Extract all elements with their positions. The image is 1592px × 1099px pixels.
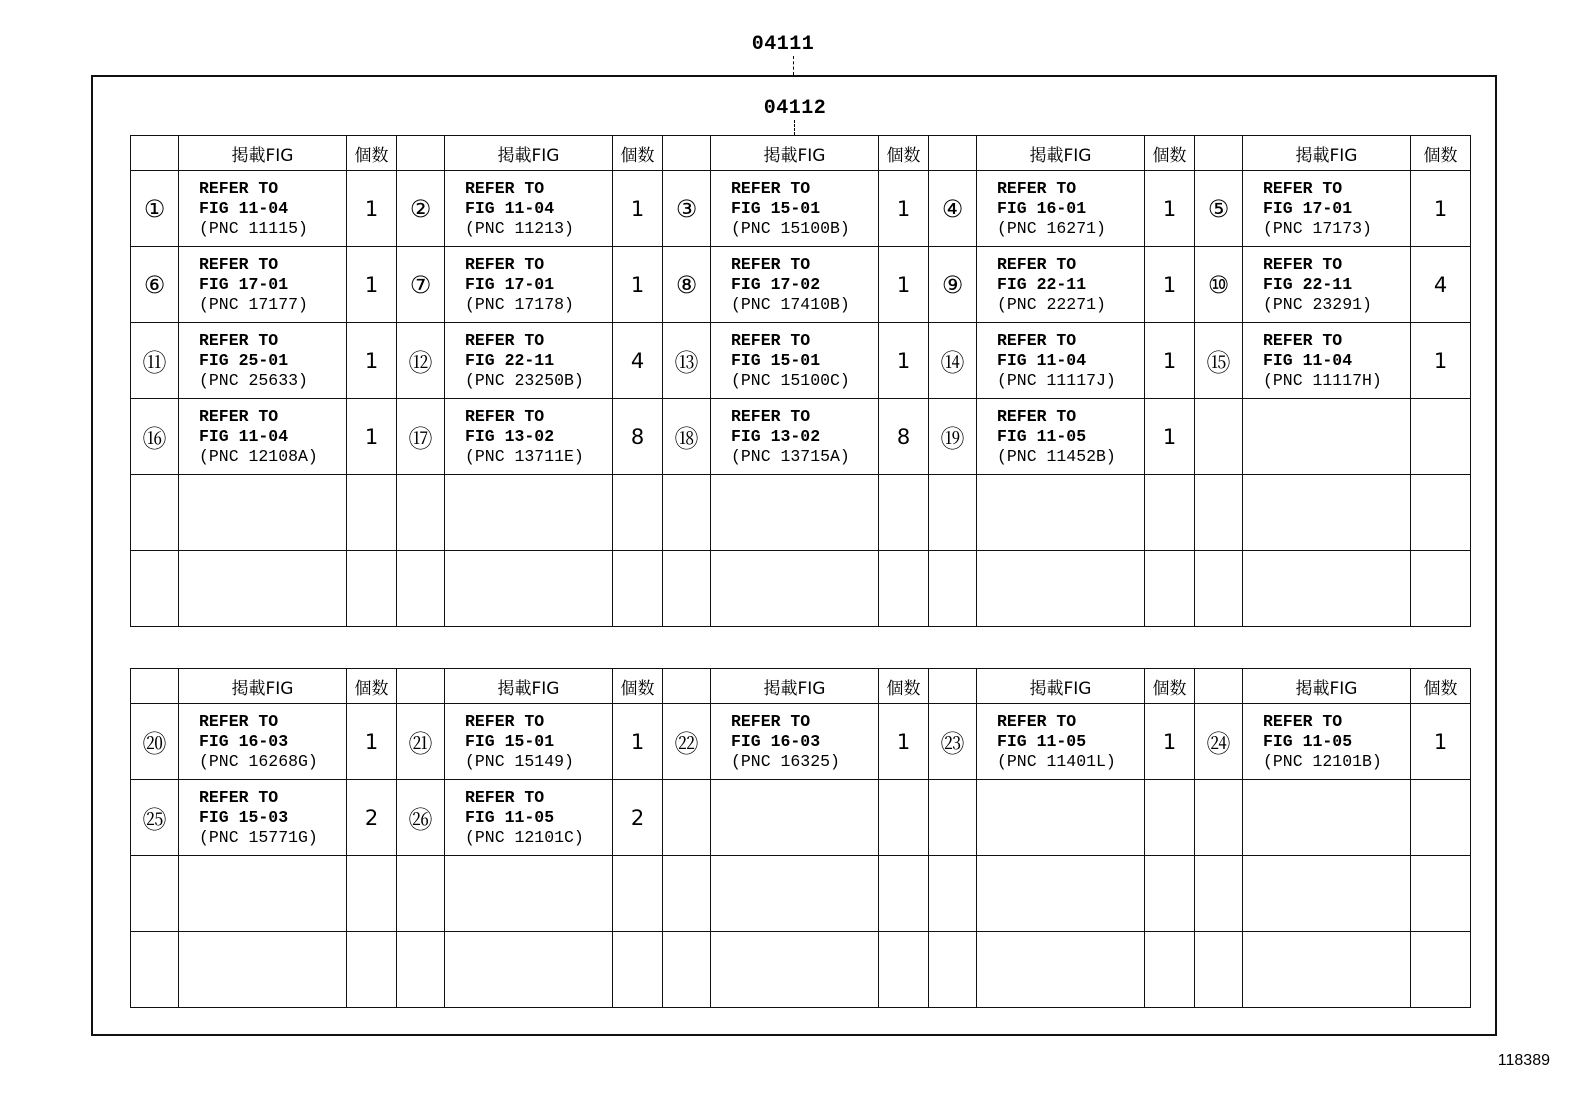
fig-reference [1243, 171, 1411, 247]
refer-to-text: REFER TO [997, 406, 1077, 426]
header-fig: 掲載FIG [179, 669, 347, 704]
quantity [879, 475, 929, 551]
fig-reference [1243, 780, 1411, 856]
pnc-code: (PNC 15100C) [731, 370, 850, 390]
fig-reference [179, 399, 347, 475]
item-number: ⑧ [663, 247, 711, 323]
refer-to-text: REFER TO [199, 178, 279, 198]
fig-reference [977, 932, 1145, 1008]
refer-to-text: REFER TO [731, 406, 811, 426]
fig-reference [977, 551, 1145, 627]
item-number: ⑮ [1195, 323, 1243, 399]
pnc-code: (PNC 12108A) [199, 446, 318, 466]
table-row [131, 856, 1471, 932]
header-fig: 掲載FIG [977, 136, 1145, 171]
refer-to-text: REFER TO [465, 254, 545, 274]
item-number [397, 856, 445, 932]
quantity [1411, 475, 1471, 551]
quantity [347, 551, 397, 627]
item-number [663, 856, 711, 932]
fig-reference [711, 704, 879, 780]
header-num-cell [1195, 669, 1243, 704]
quantity: 1 [879, 171, 929, 247]
refer-to-text: REFER TO [465, 406, 545, 426]
header-fig: 掲載FIG [445, 136, 613, 171]
quantity [1145, 780, 1195, 856]
item-number [1195, 399, 1243, 475]
item-number: ⑫ [397, 323, 445, 399]
refer-to-text: REFER TO [199, 254, 279, 274]
refer-to-text: REFER TO [997, 330, 1077, 350]
assembly-label-04111: 04111 [751, 33, 815, 56]
header-fig: 掲載FIG [977, 669, 1145, 704]
refer-to-text: REFER TO [731, 330, 811, 350]
item-number [1195, 780, 1243, 856]
fig-reference [977, 247, 1145, 323]
pnc-code: (PNC 25633) [199, 370, 308, 390]
header-qty: 個数 [347, 669, 397, 704]
pnc-code: (PNC 13711E) [465, 446, 584, 466]
fig-reference [179, 247, 347, 323]
header-fig: 掲載FIG [445, 669, 613, 704]
quantity: 8 [613, 399, 663, 475]
table-row [131, 247, 1471, 323]
table-row [131, 475, 1471, 551]
fig-reference [179, 551, 347, 627]
pnc-code: (PNC 11117H) [1263, 370, 1382, 390]
quantity: 1 [1145, 247, 1195, 323]
item-number: ㉕ [131, 780, 179, 856]
header-row [131, 669, 1471, 704]
pnc-code: (PNC 11401L) [997, 751, 1116, 771]
refer-to-text: REFER TO [199, 787, 279, 807]
fig-number: FIG 11-05 [465, 807, 555, 827]
header-qty: 個数 [1411, 669, 1471, 704]
fig-reference [977, 856, 1145, 932]
item-number: ⑥ [131, 247, 179, 323]
fig-number: FIG 15-01 [731, 198, 821, 218]
quantity [879, 932, 929, 1008]
quantity [1411, 399, 1471, 475]
quantity [1411, 780, 1471, 856]
refer-to-text: REFER TO [465, 178, 545, 198]
item-number [663, 551, 711, 627]
table-row [131, 704, 1471, 780]
header-qty: 個数 [613, 136, 663, 171]
header-qty: 個数 [613, 669, 663, 704]
fig-reference [179, 704, 347, 780]
pnc-code: (PNC 12101B) [1263, 751, 1382, 771]
fig-number: FIG 16-01 [997, 198, 1087, 218]
fig-number: FIG 17-01 [1263, 198, 1353, 218]
refer-to-text: REFER TO [465, 711, 545, 731]
pnc-code: (PNC 16271) [997, 218, 1106, 238]
fig-reference [711, 475, 879, 551]
item-number: ⑲ [929, 399, 977, 475]
item-number [131, 475, 179, 551]
quantity: 1 [347, 704, 397, 780]
fig-number: FIG 15-01 [731, 350, 821, 370]
fig-reference [179, 171, 347, 247]
fig-reference [1243, 856, 1411, 932]
header-fig: 掲載FIG [1243, 669, 1411, 704]
table-row [131, 323, 1471, 399]
fig-number: FIG 11-05 [997, 426, 1087, 446]
pnc-code: (PNC 12101C) [465, 827, 584, 847]
fig-number: FIG 22-11 [997, 274, 1087, 294]
header-num-cell [397, 136, 445, 171]
item-number: ㉒ [663, 704, 711, 780]
item-number [131, 551, 179, 627]
item-number: ⑳ [131, 704, 179, 780]
quantity [347, 475, 397, 551]
pnc-code: (PNC 17173) [1263, 218, 1372, 238]
pnc-code: (PNC 13715A) [731, 446, 850, 466]
fig-number: FIG 17-01 [465, 274, 555, 294]
pnc-code: (PNC 17178) [465, 294, 574, 314]
quantity: 8 [879, 399, 929, 475]
item-number [929, 475, 977, 551]
item-number: ⑭ [929, 323, 977, 399]
quantity: 1 [1411, 171, 1471, 247]
fig-number: FIG 11-04 [997, 350, 1087, 370]
fig-reference [711, 932, 879, 1008]
quantity: 1 [879, 323, 929, 399]
fig-reference [1243, 475, 1411, 551]
item-number [663, 780, 711, 856]
fig-reference [711, 399, 879, 475]
fig-number: FIG 11-04 [465, 198, 555, 218]
refer-to-text: REFER TO [731, 178, 811, 198]
pnc-code: (PNC 16325) [731, 751, 840, 771]
catalog-number: 118389 [1497, 1052, 1550, 1069]
quantity: 1 [347, 247, 397, 323]
pnc-code: (PNC 23291) [1263, 294, 1372, 314]
parts-table-lower [130, 668, 1471, 1008]
table-row [131, 171, 1471, 247]
pnc-code: (PNC 11213) [465, 218, 574, 238]
fig-reference [711, 780, 879, 856]
header-qty: 個数 [1411, 136, 1471, 171]
pnc-code: (PNC 23250B) [465, 370, 584, 390]
fig-reference [445, 551, 613, 627]
quantity [1411, 551, 1471, 627]
quantity: 1 [879, 704, 929, 780]
fig-reference [445, 475, 613, 551]
header-qty: 個数 [1145, 136, 1195, 171]
quantity [1411, 856, 1471, 932]
refer-to-text: REFER TO [731, 254, 811, 274]
refer-to-text: REFER TO [1263, 711, 1343, 731]
refer-to-text: REFER TO [465, 787, 545, 807]
fig-number: FIG 22-11 [1263, 274, 1353, 294]
pnc-code: (PNC 15149) [465, 751, 574, 771]
header-num-cell [663, 136, 711, 171]
refer-to-text: REFER TO [1263, 254, 1343, 274]
item-number: ⑱ [663, 399, 711, 475]
quantity: 1 [347, 171, 397, 247]
quantity: 4 [1411, 247, 1471, 323]
pnc-code: (PNC 15100B) [731, 218, 850, 238]
fig-reference [179, 932, 347, 1008]
fig-number: FIG 17-02 [731, 274, 821, 294]
fig-number: FIG 16-03 [199, 731, 289, 751]
item-number: ⑨ [929, 247, 977, 323]
quantity [1145, 475, 1195, 551]
fig-number: FIG 11-04 [1263, 350, 1353, 370]
table-row [131, 932, 1471, 1008]
fig-reference [1243, 323, 1411, 399]
header-num-cell [929, 136, 977, 171]
fig-reference [179, 856, 347, 932]
fig-reference [977, 704, 1145, 780]
header-qty: 個数 [879, 669, 929, 704]
fig-reference [711, 551, 879, 627]
refer-to-text: REFER TO [199, 711, 279, 731]
quantity: 1 [879, 247, 929, 323]
fig-number: FIG 13-02 [465, 426, 555, 446]
fig-reference [1243, 932, 1411, 1008]
quantity: 1 [1145, 323, 1195, 399]
quantity: 4 [613, 323, 663, 399]
quantity [879, 856, 929, 932]
item-number [663, 475, 711, 551]
pnc-code: (PNC 17410B) [731, 294, 850, 314]
pnc-code: (PNC 11117J) [997, 370, 1116, 390]
fig-reference [1243, 704, 1411, 780]
item-number: ㉑ [397, 704, 445, 780]
item-number: ㉖ [397, 780, 445, 856]
quantity: 1 [1411, 323, 1471, 399]
refer-to-text: REFER TO [465, 330, 545, 350]
fig-reference [977, 323, 1145, 399]
quantity: 1 [613, 704, 663, 780]
quantity: 1 [1145, 171, 1195, 247]
fig-reference [445, 704, 613, 780]
header-qty: 個数 [879, 136, 929, 171]
quantity [347, 932, 397, 1008]
item-number [131, 932, 179, 1008]
quantity [1145, 856, 1195, 932]
item-number [929, 551, 977, 627]
fig-reference [711, 323, 879, 399]
table-row [131, 399, 1471, 475]
item-number [929, 780, 977, 856]
fig-number: FIG 17-01 [199, 274, 289, 294]
item-number: ④ [929, 171, 977, 247]
pnc-code: (PNC 15771G) [199, 827, 318, 847]
fig-reference [977, 399, 1145, 475]
pnc-code: (PNC 16268G) [199, 751, 318, 771]
quantity [1145, 551, 1195, 627]
item-number: ㉓ [929, 704, 977, 780]
quantity [1145, 932, 1195, 1008]
item-number: ③ [663, 171, 711, 247]
item-number [1195, 551, 1243, 627]
quantity: 1 [347, 399, 397, 475]
fig-reference [445, 323, 613, 399]
item-number [1195, 475, 1243, 551]
quantity: 1 [347, 323, 397, 399]
fig-reference [977, 171, 1145, 247]
refer-to-text: REFER TO [1263, 178, 1343, 198]
fig-reference [711, 856, 879, 932]
header-qty: 個数 [1145, 669, 1195, 704]
item-number: ② [397, 171, 445, 247]
assembly-label-04112: 04112 [763, 97, 827, 120]
item-number [1195, 932, 1243, 1008]
quantity: 1 [1411, 704, 1471, 780]
item-number [397, 551, 445, 627]
fig-reference [711, 171, 879, 247]
quantity: 1 [613, 247, 663, 323]
quantity: 2 [613, 780, 663, 856]
header-num-cell [131, 136, 179, 171]
header-num-cell [1195, 136, 1243, 171]
item-number: ⑤ [1195, 171, 1243, 247]
item-number [397, 932, 445, 1008]
table-row [131, 551, 1471, 627]
quantity: 1 [1145, 704, 1195, 780]
refer-to-text: REFER TO [199, 406, 279, 426]
quantity [613, 932, 663, 1008]
header-fig: 掲載FIG [1243, 136, 1411, 171]
quantity: 1 [1145, 399, 1195, 475]
fig-number: FIG 16-03 [731, 731, 821, 751]
pnc-code: (PNC 22271) [997, 294, 1106, 314]
fig-number: FIG 13-02 [731, 426, 821, 446]
item-number [929, 932, 977, 1008]
fig-reference [179, 780, 347, 856]
header-qty: 個数 [347, 136, 397, 171]
item-number: ① [131, 171, 179, 247]
fig-number: FIG 15-01 [465, 731, 555, 751]
fig-reference [445, 247, 613, 323]
header-num-cell [929, 669, 977, 704]
item-number: ⑯ [131, 399, 179, 475]
item-number: ㉔ [1195, 704, 1243, 780]
fig-reference [179, 475, 347, 551]
fig-reference [1243, 551, 1411, 627]
fig-reference [1243, 247, 1411, 323]
fig-reference [445, 780, 613, 856]
fig-reference [711, 247, 879, 323]
fig-reference [445, 932, 613, 1008]
item-number: ⑦ [397, 247, 445, 323]
header-num-cell [397, 669, 445, 704]
refer-to-text: REFER TO [997, 711, 1077, 731]
parts-table-upper [130, 135, 1471, 627]
fig-reference [445, 399, 613, 475]
item-number [929, 856, 977, 932]
item-number: ⑩ [1195, 247, 1243, 323]
item-number [397, 475, 445, 551]
refer-to-text: REFER TO [199, 330, 279, 350]
fig-reference [977, 475, 1145, 551]
fig-reference [977, 780, 1145, 856]
refer-to-text: REFER TO [997, 254, 1077, 274]
item-number: ⑰ [397, 399, 445, 475]
header-num-cell [663, 669, 711, 704]
fig-number: FIG 15-03 [199, 807, 289, 827]
quantity [879, 780, 929, 856]
quantity: 1 [613, 171, 663, 247]
item-number [1195, 856, 1243, 932]
fig-reference [445, 856, 613, 932]
fig-reference [179, 323, 347, 399]
leader-line-04112 [794, 120, 795, 135]
header-fig: 掲載FIG [711, 136, 879, 171]
pnc-code: (PNC 17177) [199, 294, 308, 314]
header-fig: 掲載FIG [179, 136, 347, 171]
header-fig: 掲載FIG [711, 669, 879, 704]
quantity [613, 551, 663, 627]
header-row [131, 136, 1471, 171]
pnc-code: (PNC 11115) [199, 218, 308, 238]
fig-number: FIG 25-01 [199, 350, 289, 370]
refer-to-text: REFER TO [997, 178, 1077, 198]
item-number: ⑬ [663, 323, 711, 399]
fig-number: FIG 11-04 [199, 198, 289, 218]
item-number: ⑪ [131, 323, 179, 399]
pnc-code: (PNC 11452B) [997, 446, 1116, 466]
quantity [879, 551, 929, 627]
fig-number: FIG 11-05 [997, 731, 1087, 751]
refer-to-text: REFER TO [1263, 330, 1343, 350]
quantity [613, 475, 663, 551]
fig-reference [445, 171, 613, 247]
quantity [1411, 932, 1471, 1008]
item-number [131, 856, 179, 932]
header-num-cell [131, 669, 179, 704]
fig-reference [1243, 399, 1411, 475]
fig-number: FIG 11-04 [199, 426, 289, 446]
refer-to-text: REFER TO [731, 711, 811, 731]
leader-line-04111 [793, 56, 794, 75]
item-number [663, 932, 711, 1008]
table-row [131, 780, 1471, 856]
quantity: 2 [347, 780, 397, 856]
quantity [347, 856, 397, 932]
fig-number: FIG 11-05 [1263, 731, 1353, 751]
fig-number: FIG 22-11 [465, 350, 555, 370]
quantity [613, 856, 663, 932]
